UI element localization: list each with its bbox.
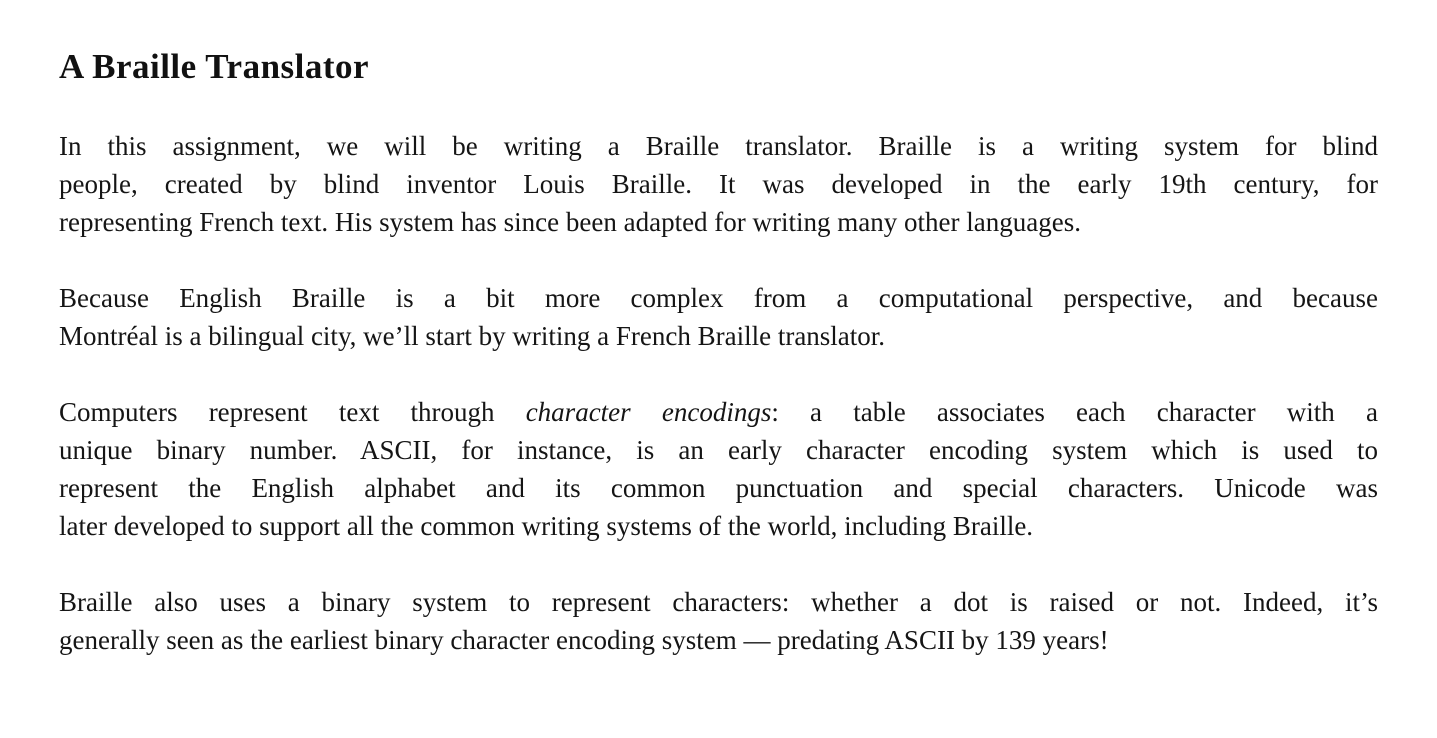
text-line [59,393,1378,431]
paragraph-french-braille [59,279,1378,355]
text-line: represent the English alphabet and its common punctuation and special characters. Unicode was [59,473,1378,503]
paragraph-intro [59,127,1378,241]
text-line: Braille also uses a binary system to represent characters: whether a dot is raised or not. Indeed, it’s [59,587,1378,617]
text-line: unique binary number. ASCII, for instance, is an early character encoding system which is used to [59,435,1378,465]
italic-phrase: character encodings [525,397,772,427]
paragraph-encodings [59,393,1378,545]
text-line: generally seen as the earliest binary character encoding system — predating ASCII by 139 years! [59,625,1109,655]
text-line: Montréal is a bilingual city, we’ll start by writing a French Braille translator. [59,321,886,351]
text-line: In this assignment, we will be writing a Braille translator. Braille is a writing system for blind [59,131,1378,161]
text-line: representing French text. His system has since been adapted for writing many other languages. [59,207,1081,237]
text-segment: Computers represent text through [59,397,526,427]
page-title: A Braille Translator [59,47,370,86]
text-segment: : a table associates each character with a [771,397,1378,427]
text-line: later developed to support all the common writing systems of the world, including Braille. [59,511,1034,541]
text-line: people, created by blind inventor Louis Braille. It was developed in the early 19th century, for [59,169,1378,199]
text-line: Because English Braille is a bit more complex from a computational perspective, and because [59,283,1378,313]
paragraph-binary [59,583,1378,659]
